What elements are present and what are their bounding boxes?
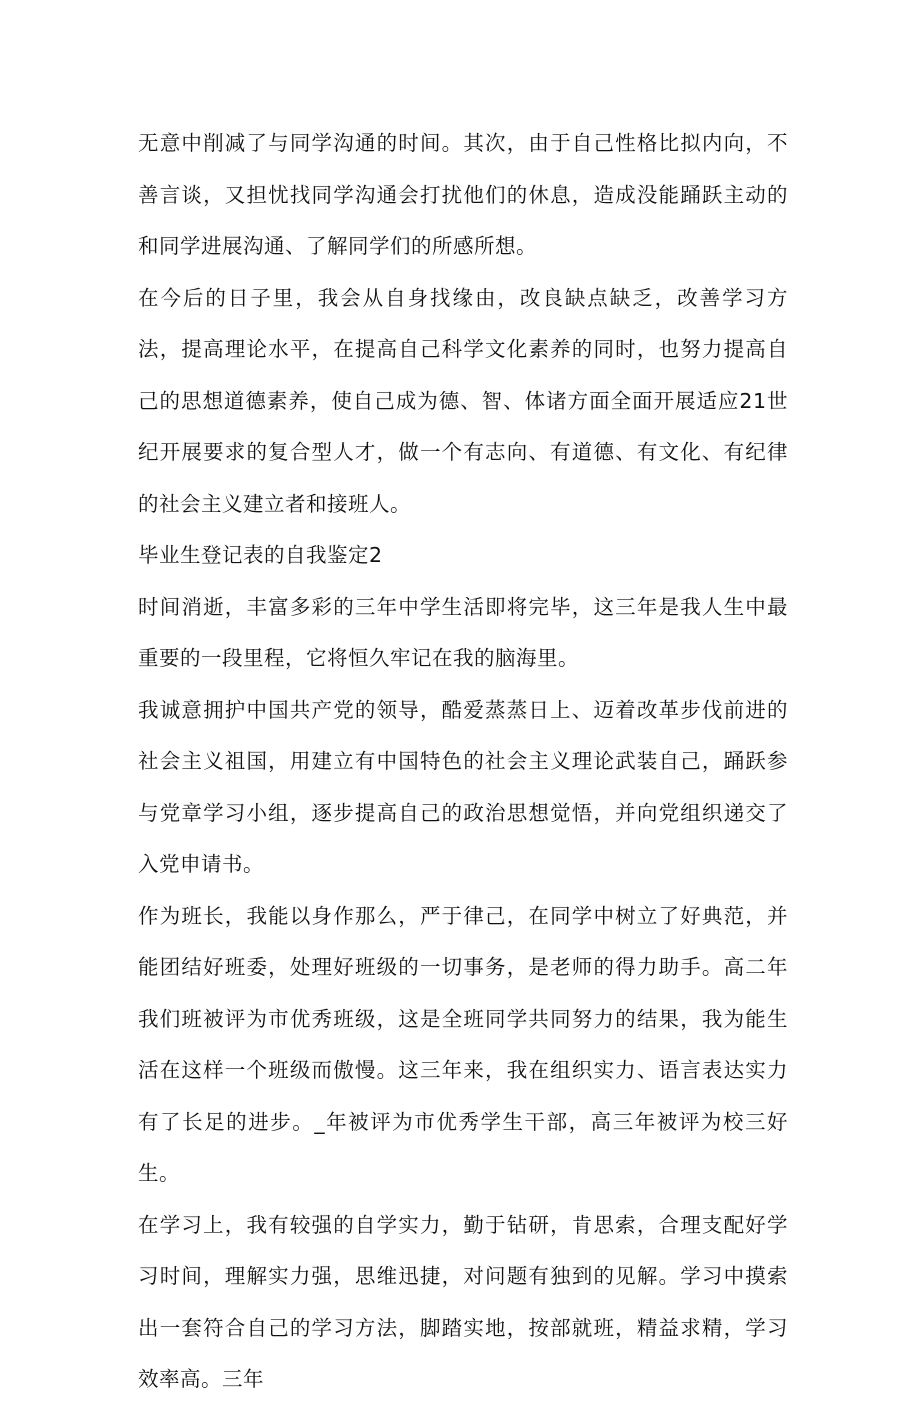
paragraph-communication: 无意中削减了与同学沟通的时间。其次，由于自己性格比拟内向，不善言谈，又担忧找同学沟通会打扰他们的休息，造成没能踊跃主动的和同学进展沟通、了解同学们的所感所想。 xyxy=(138,131,788,258)
paragraph-study: 在学习上，我有较强的自学实力，勤于钻研，肯思索，合理支配好学习时间，理解实力强，思维迅捷，对问题有独到的见解。学习中摸索出一套符合自己的学习方法，脚踏实地，按部就班，精益求精，学习效率高。三年 xyxy=(138,1212,788,1391)
paragraph-future-plans: 在今后的日子里，我会从自身找缘由，改良缺点缺乏，改善学习方法，提高理论水平，在提高自己科学文化素养的同时，也努力提高自己的思想道德素养，使自己成为德、智、体诸方面全面开展适应21世纪开展要求的复合型人才，做一个有志向、有道德、有文化、有纪律的社会主义建立者和接班人。 xyxy=(138,285,788,516)
paragraph-class-monitor: 作为班长，我能以身作那么，严于律己，在同学中树立了好典范，并能团结好班委，处理好班级的一切事务，是老师的得力助手。高二年我们班被评为市优秀班级，这是全班同学共同努力的结果，我为能生活在这样一个班级而傲慢。这三年来，我在组织实力、语言表达实力有了长足的进步。_年被评为市优秀学生干部，高三年被评为校三好生。 xyxy=(138,903,788,1185)
paragraph-political: 我诚意拥护中国共产党的领导，酷爱蒸蒸日上、迈着改革步伐前进的社会主义祖国，用建立有中国特色的社会主义理论武装自己，踊跃参与党章学习小组，逐步提高自己的政治思想觉悟，并向党组织递交了入党申请书。 xyxy=(138,697,788,876)
section-heading: 毕业生登记表的自我鉴定2 xyxy=(138,543,383,567)
document-body xyxy=(138,118,788,1406)
paragraph-intro: 时间消逝，丰富多彩的三年中学生活即将完毕，这三年是我人生中最重要的一段里程，它将恒久牢记在我的脑海里。 xyxy=(138,594,788,670)
